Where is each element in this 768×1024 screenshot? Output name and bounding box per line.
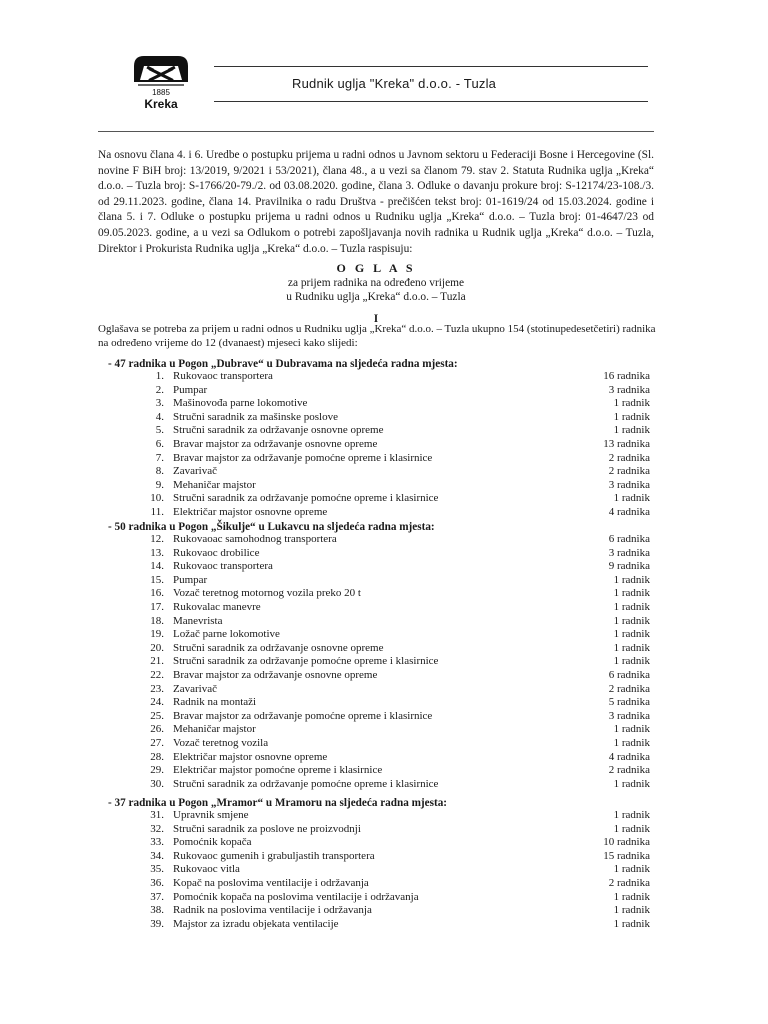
job-title: Majstor za izradu objekata ventilacije (173, 917, 339, 930)
job-count: 1 radnik (613, 822, 650, 835)
job-count: 1 radnik (613, 737, 650, 749)
job-number: 35. (150, 863, 164, 876)
job-title: Upravnik smjene (173, 809, 249, 821)
job-title: Mehaničar majstor (173, 478, 256, 491)
intro-paragraph: Na osnovu člana 4. i 6. Uredbe o postupku prijema u radni odnos u Javnom sektoru u Federaciji Bosne i Hercegovine (Sl. novine F BiH broj: 13/2019, 9/2021 i 53/2021), člana 48., a u vezi sa članom 79. stav 2. Statuta Rudnika uglja „Kreka“ d.o.o. – Tuzla broj: S-1766/20-79./2. od 03.08.2020. godine, člana 3. Odluke o davanju prokure broj: S-12174/23-108./3. od 29.11.2023. godine, člana 14. Pravilnika o radu Društva - prečišćen tekst broj: 01-1619/24 od 15.03.2024. godine i člana 5. i 7. Odluke o postupku prijema u radni odnos u Rudniku uglja „Kreka“ d.o.o. – Tuzla broj: 01-4647/23 od 09.05.2023. godine, a u vezi sa Odlukom o potrebi zapošljavanja novih radnika u Rudnik uglja „Kreka“ d.o.o. – Tuzla, Direktor i Prokurista Rudnika uglja „Kreka“ d.o.o. – Tuzla raspisuju: (98, 149, 654, 255)
job-number: 37. (150, 890, 164, 903)
job-number: 4. (155, 410, 164, 423)
job-title: Bravar majstor za održavanje pomoćne opreme i klasirnice (173, 451, 433, 464)
job-number: 26. (150, 723, 164, 736)
job-title: Stručni saradnik za poslove ne proizvodnji (173, 822, 361, 835)
logo-name: Kreka (144, 97, 178, 111)
job-row (0, 904, 768, 918)
job-row (0, 655, 768, 669)
job-count: 1 radnik (613, 863, 650, 876)
job-number: 25. (150, 709, 164, 722)
job-count: 4 radnika (608, 750, 650, 763)
oglas-title: O G L A S (336, 261, 416, 275)
job-count: 1 radnik (613, 424, 650, 437)
job-row (0, 452, 768, 466)
job-count: 2 radnika (608, 465, 650, 478)
header-rule-top (214, 66, 648, 67)
job-title: Radnik na poslovima ventilacije i održavanja (173, 904, 372, 917)
job-count: 1 radnik (613, 410, 650, 423)
job-number: 3. (155, 397, 164, 410)
job-count: 2 radnika (608, 682, 650, 695)
job-title: Električar majstor pomoćne opreme i klasirnice (173, 764, 383, 777)
job-count: 13 radnika (603, 438, 650, 450)
job-row (0, 438, 768, 452)
job-number: 33. (150, 836, 164, 849)
job-count: 2 radnika (608, 451, 650, 464)
job-row (0, 891, 768, 905)
job-number: 15. (150, 573, 164, 586)
job-title: Pumpar (173, 573, 208, 586)
job-title: Stručni saradnik za održavanje osnovne opreme (173, 424, 384, 437)
job-number: 28. (150, 750, 164, 763)
job-row (0, 642, 768, 656)
job-number: 9. (155, 478, 164, 491)
group-heading: - 37 radnika u Pogon „Mramor“ u Mramoru na sljedeća radna mjesta: (108, 797, 448, 809)
job-title: Kopač na poslovima ventilacije i održavanja (173, 877, 369, 889)
job-row (0, 628, 768, 642)
company-name: Rudnik uglja "Kreka" d.o.o. - Tuzla (292, 76, 497, 91)
job-number: 11. (150, 506, 164, 518)
job-number: 23. (150, 682, 164, 695)
job-title: Stručni saradnik za održavanje osnovne opreme (173, 641, 384, 654)
job-number: 34. (150, 849, 164, 862)
job-row (0, 587, 768, 601)
job-number: 31. (150, 809, 164, 821)
job-row (0, 809, 768, 823)
job-row (0, 710, 768, 724)
job-row (0, 918, 768, 932)
job-title: Stručni saradnik za mašinske poslove (173, 410, 338, 423)
job-title: Ložač parne lokomotive (173, 628, 280, 641)
job-number: 38. (150, 904, 164, 917)
job-row (0, 778, 768, 792)
job-count: 1 radnik (613, 573, 650, 586)
job-count: 15 radnika (603, 849, 650, 862)
job-row (0, 465, 768, 479)
kreka-logo (130, 52, 192, 114)
job-number: 12. (150, 533, 164, 545)
job-title: Rukovaoc drobilice (173, 546, 260, 559)
job-number: 10. (150, 492, 164, 505)
job-count: 6 radnika (608, 669, 650, 681)
header-rule-bottom (98, 131, 654, 132)
job-count: 5 radnika (608, 696, 650, 709)
job-row (0, 751, 768, 765)
job-row (0, 547, 768, 561)
job-number: 21. (150, 655, 164, 668)
job-number: 19. (150, 628, 164, 641)
job-row (0, 764, 768, 778)
job-row (0, 877, 768, 891)
job-title: Stručni saradnik za održavanje pomoćne opreme i klasirnice (173, 777, 439, 790)
job-number: 39. (150, 917, 164, 930)
job-title: Mašinovođa parne lokomotive (173, 397, 308, 410)
job-number: 18. (150, 614, 164, 627)
job-row (0, 683, 768, 697)
job-count: 4 radnika (608, 506, 650, 518)
job-number: 20. (150, 641, 164, 654)
job-count: 10 radnika (603, 836, 650, 849)
job-count: 1 radnik (613, 587, 650, 600)
job-count: 2 radnika (608, 877, 650, 889)
job-row (0, 823, 768, 837)
job-count: 1 radnik (613, 628, 650, 641)
job-number: 2. (155, 383, 164, 396)
job-title: Bravar majstor za održavanje pomoćne opreme i klasirnice (173, 709, 433, 722)
job-number: 13. (150, 546, 164, 559)
job-title: Pomoćnik kopača (173, 836, 252, 849)
job-row (0, 384, 768, 398)
job-number: 16. (150, 587, 164, 600)
job-number: 22. (150, 669, 164, 681)
job-count: 1 radnik (613, 904, 650, 917)
job-title: Pomoćnik kopača na poslovima ventilacije i održavanja (173, 890, 419, 903)
job-row (0, 492, 768, 506)
job-title: Električar majstor osnovne opreme (173, 750, 328, 763)
job-count: 3 radnika (608, 709, 650, 722)
job-count: 3 radnika (608, 383, 650, 396)
job-title: Zavarivač (173, 465, 217, 478)
job-title: Rukovaoc transportera (173, 560, 273, 573)
job-count: 1 radnik (613, 492, 650, 505)
job-count: 1 radnik (613, 601, 650, 613)
group-heading: - 47 radnika u Pogon „Dubrave“ u Dubravama na sljedeća radna mjesta: (108, 358, 458, 370)
job-row (0, 397, 768, 411)
job-number: 1. (155, 370, 164, 382)
job-number: 6. (155, 438, 164, 450)
job-title: Bravar majstor za održavanje osnovne opreme (173, 438, 378, 450)
job-row (0, 411, 768, 425)
job-row (0, 863, 768, 877)
oglas-subtitle-1: za prijem radnika na određeno vrijeme (287, 277, 465, 289)
job-count: 6 radnika (608, 533, 650, 545)
oglas-subtitle-2: u Rudniku uglja „Kreka“ d.o.o. – Tuzla (286, 291, 466, 303)
job-number: 7. (155, 451, 164, 464)
job-title: Mehaničar majstor (173, 723, 256, 736)
job-row (0, 424, 768, 438)
job-title: Zavarivač (173, 682, 217, 695)
job-count: 1 radnik (613, 723, 650, 736)
job-count: 2 radnika (608, 764, 650, 777)
job-title: Rukovalac manevre (173, 601, 261, 613)
job-number: 30. (150, 777, 164, 790)
job-title: Vozač teretnog vozila (173, 737, 269, 749)
job-title: Stručni saradnik za održavanje pomoćne opreme i klasirnice (173, 492, 439, 505)
job-row (0, 574, 768, 588)
job-row (0, 506, 768, 520)
job-number: 29. (150, 764, 164, 777)
job-count: 1 radnik (613, 777, 650, 790)
job-count: 1 radnik (613, 890, 650, 903)
job-row (0, 370, 768, 384)
job-count: 3 radnika (608, 546, 650, 559)
lead-paragraph: Oglašava se potreba za prijem u radni odnos u Rudniku uglja „Kreka“ d.o.o. – Tuzla ukupno 154 (stotinupedesetčetiri) radnika na određeno vrijeme do 12 (dvanaest) mjeseci kako slijedi: (98, 323, 656, 349)
job-count: 9 radnika (608, 560, 650, 573)
job-count: 3 radnika (608, 478, 650, 491)
job-row (0, 533, 768, 547)
job-row (0, 601, 768, 615)
job-title: Bravar majstor za održavanje osnovne opreme (173, 669, 378, 681)
job-number: 14. (150, 560, 164, 573)
job-number: 17. (150, 601, 164, 613)
job-title: Rukovaoc gumenih i grabuljastih transportera (173, 849, 375, 862)
group-heading: - 50 radnika u Pogon „Šikulje“ u Lukavcu na sljedeća radna mjesta: (108, 521, 435, 533)
job-count: 1 radnik (613, 809, 650, 821)
job-row (0, 479, 768, 493)
job-title: Rukovaoc transportera (173, 370, 273, 382)
job-title: Rukovaoc vitla (173, 863, 240, 876)
job-count: 1 radnik (613, 397, 650, 410)
job-row (0, 615, 768, 629)
job-number: 8. (155, 465, 164, 478)
job-number: 5. (155, 424, 164, 437)
job-row (0, 723, 768, 737)
header-rule-middle (214, 101, 648, 102)
job-row (0, 850, 768, 864)
job-number: 32. (150, 822, 164, 835)
job-row (0, 737, 768, 751)
job-title: Manevrista (173, 614, 223, 627)
job-number: 36. (150, 877, 164, 889)
job-row (0, 560, 768, 574)
job-title: Električar majstor osnovne opreme (173, 506, 328, 518)
logo-year: 1885 (152, 88, 170, 97)
job-count: 1 radnik (613, 655, 650, 668)
job-count: 16 radnika (603, 370, 650, 382)
job-row (0, 696, 768, 710)
job-row (0, 669, 768, 683)
job-count: 1 radnik (613, 917, 650, 930)
job-count: 1 radnik (613, 614, 650, 627)
job-count: 1 radnik (613, 641, 650, 654)
job-title: Vozač teretnog motornog vozila preko 20 t (173, 587, 361, 600)
job-number: 24. (150, 696, 164, 709)
job-title: Pumpar (173, 383, 208, 396)
section-number: I (373, 313, 379, 325)
job-title: Radnik na montaži (173, 696, 257, 709)
job-title: Rukovaoac samohodnog transportera (173, 533, 337, 545)
job-row (0, 836, 768, 850)
job-number: 27. (150, 737, 164, 749)
job-title: Stručni saradnik za održavanje pomoćne opreme i klasirnice (173, 655, 439, 668)
